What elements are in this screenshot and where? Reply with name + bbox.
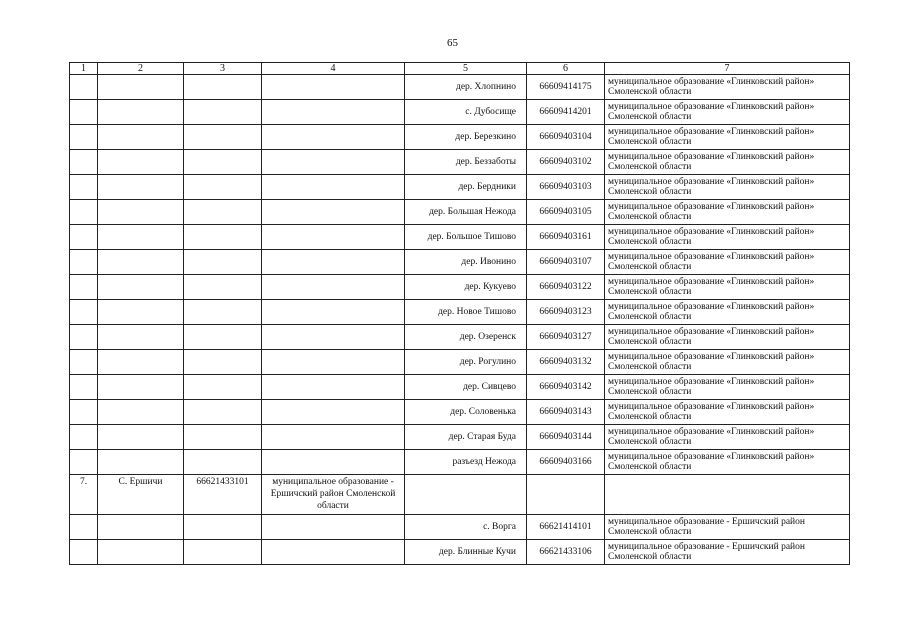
cell-municipal-formation: муниципальное образование «Глинковский район» Смоленской области [605, 200, 850, 225]
table-row [70, 250, 850, 275]
table-row [70, 425, 850, 450]
cell-municipal-formation: муниципальное образование - Ершичский район Смоленской области [605, 515, 850, 540]
cell-number [70, 325, 98, 350]
cell-municipality [262, 125, 405, 150]
cell-settlement: дер. Озеренск [405, 325, 527, 350]
cell-center-code [184, 400, 262, 425]
cell-settlement: дер. Кукуево [405, 275, 527, 300]
cell-center-code [184, 325, 262, 350]
cell-center-code [184, 515, 262, 540]
cell-oktmo-code: 66609403104 [527, 125, 605, 150]
cell-number [70, 150, 98, 175]
group-row [70, 475, 850, 515]
column-header-3: 3 [184, 63, 262, 75]
cell-oktmo-code: 66609403107 [527, 250, 605, 275]
cell-center-code [184, 250, 262, 275]
cell-center-code [184, 350, 262, 375]
cell-municipality [262, 275, 405, 300]
cell-municipality [262, 350, 405, 375]
table-row [70, 100, 850, 125]
header-row [70, 63, 850, 75]
cell-municipal-formation: муниципальное образование «Глинковский район» Смоленской области [605, 75, 850, 100]
cell-settlement: дер. Бердники [405, 175, 527, 200]
cell-center [98, 400, 184, 425]
cell-settlement: дер. Хлопнино [405, 75, 527, 100]
cell-center-code [184, 425, 262, 450]
cell-oktmo-code: 66609403132 [527, 350, 605, 375]
cell-municipal-formation [605, 475, 850, 515]
table-row [70, 400, 850, 425]
cell-center-code [184, 225, 262, 250]
cell-municipality [262, 300, 405, 325]
cell-municipality [262, 150, 405, 175]
cell-oktmo-code: 66609414175 [527, 75, 605, 100]
cell-municipal-formation: муниципальное образование «Глинковский район» Смоленской области [605, 150, 850, 175]
cell-oktmo-code: 66609414201 [527, 100, 605, 125]
cell-number [70, 540, 98, 565]
cell-center [98, 325, 184, 350]
table-row [70, 275, 850, 300]
cell-oktmo-code: 66621414101 [527, 515, 605, 540]
cell-municipal-formation: муниципальное образование «Глинковский район» Смоленской области [605, 125, 850, 150]
cell-municipality [262, 540, 405, 565]
cell-municipality [262, 515, 405, 540]
table-row [70, 325, 850, 350]
cell-settlement: дер. Старая Буда [405, 425, 527, 450]
cell-municipal-formation: муниципальное образование «Глинковский район» Смоленской области [605, 275, 850, 300]
cell-settlement: дер. Сивцево [405, 375, 527, 400]
cell-municipality [262, 200, 405, 225]
table-row [70, 300, 850, 325]
cell-number [70, 515, 98, 540]
cell-municipality [262, 100, 405, 125]
cell-number [70, 425, 98, 450]
cell-municipal-formation: муниципальное образование «Глинковский район» Смоленской области [605, 375, 850, 400]
table-row [70, 175, 850, 200]
cell-center [98, 515, 184, 540]
cell-oktmo-code: 66609403161 [527, 225, 605, 250]
cell-oktmo-code: 66609403144 [527, 425, 605, 450]
cell-center [98, 150, 184, 175]
table-row [70, 350, 850, 375]
cell-center-code [184, 175, 262, 200]
cell-number [70, 375, 98, 400]
column-header-6: 6 [527, 63, 605, 75]
cell-settlement: дер. Блинные Кучи [405, 540, 527, 565]
cell-center [98, 125, 184, 150]
cell-oktmo-code: 66609403102 [527, 150, 605, 175]
cell-center-code [184, 300, 262, 325]
cell-center [98, 275, 184, 300]
cell-settlement: дер. Соловенька [405, 400, 527, 425]
cell-number [70, 450, 98, 475]
cell-municipality [262, 325, 405, 350]
cell-number [70, 200, 98, 225]
column-header-1: 1 [70, 63, 98, 75]
cell-center-code [184, 125, 262, 150]
cell-municipal-formation: муниципальное образование «Глинковский район» Смоленской области [605, 250, 850, 275]
cell-number: 7. [70, 475, 98, 515]
cell-municipal-formation: муниципальное образование «Глинковский район» Смоленской области [605, 175, 850, 200]
column-header-5: 5 [405, 63, 527, 75]
cell-municipal-formation: муниципальное образование «Глинковский район» Смоленской области [605, 350, 850, 375]
cell-center-code: 66621433101 [184, 475, 262, 515]
cell-municipality [262, 250, 405, 275]
cell-oktmo-code: 66609403142 [527, 375, 605, 400]
table-row [70, 515, 850, 540]
cell-settlement: с. Дубосище [405, 100, 527, 125]
cell-oktmo-code: 66609403143 [527, 400, 605, 425]
cell-center-code [184, 540, 262, 565]
table-row [70, 75, 850, 100]
table-row [70, 540, 850, 565]
cell-center [98, 350, 184, 375]
cell-center [98, 250, 184, 275]
cell-municipal-formation: муниципальное образование «Глинковский район» Смоленской области [605, 425, 850, 450]
cell-oktmo-code: 66621433106 [527, 540, 605, 565]
cell-municipal-formation: муниципальное образование «Глинковский район» Смоленской области [605, 400, 850, 425]
cell-center [98, 540, 184, 565]
table-row [70, 225, 850, 250]
cell-oktmo-code: 66609403122 [527, 275, 605, 300]
cell-municipal-formation: муниципальное образование «Глинковский район» Смоленской области [605, 450, 850, 475]
cell-settlement: дер. Большая Нежода [405, 200, 527, 225]
cell-municipal-formation: муниципальное образование «Глинковский район» Смоленской области [605, 300, 850, 325]
column-header-4: 4 [262, 63, 405, 75]
cell-center-code [184, 150, 262, 175]
cell-settlement: разъезд Нежода [405, 450, 527, 475]
cell-municipality [262, 175, 405, 200]
cell-center [98, 75, 184, 100]
cell-number [70, 275, 98, 300]
cell-center-code [184, 100, 262, 125]
cell-municipality [262, 75, 405, 100]
cell-number [70, 175, 98, 200]
cell-oktmo-code: 66609403103 [527, 175, 605, 200]
cell-number [70, 125, 98, 150]
cell-oktmo-code: 66609403105 [527, 200, 605, 225]
cell-municipal-formation: муниципальное образование «Глинковский район» Смоленской области [605, 100, 850, 125]
cell-municipality [262, 425, 405, 450]
cell-settlement: дер. Ивонино [405, 250, 527, 275]
page-number: 65 [447, 37, 458, 49]
cell-center [98, 425, 184, 450]
table-row [70, 200, 850, 225]
cell-number [70, 400, 98, 425]
cell-center-code [184, 375, 262, 400]
cell-oktmo-code [527, 475, 605, 515]
cell-municipality [262, 225, 405, 250]
cell-center-code [184, 75, 262, 100]
cell-center [98, 175, 184, 200]
cell-municipality [262, 400, 405, 425]
cell-center [98, 100, 184, 125]
cell-municipality [262, 450, 405, 475]
cell-municipal-formation: муниципальное образование - Ершичский район Смоленской области [605, 540, 850, 565]
cell-center [98, 375, 184, 400]
cell-settlement: дер. Березкино [405, 125, 527, 150]
cell-municipality [262, 375, 405, 400]
column-header-7: 7 [605, 63, 850, 75]
cell-center [98, 450, 184, 475]
cell-oktmo-code: 66609403127 [527, 325, 605, 350]
cell-oktmo-code: 66609403166 [527, 450, 605, 475]
cell-center-code [184, 275, 262, 300]
column-header-2: 2 [98, 63, 184, 75]
table-row [70, 450, 850, 475]
cell-number [70, 300, 98, 325]
cell-municipality: муниципальное образование - Ершичский район Смоленской области [262, 475, 405, 515]
cell-settlement: дер. Новое Тишово [405, 300, 527, 325]
cell-number [70, 225, 98, 250]
cell-center [98, 300, 184, 325]
cell-number [70, 250, 98, 275]
cell-municipal-formation: муниципальное образование «Глинковский район» Смоленской области [605, 225, 850, 250]
cell-oktmo-code: 66609403123 [527, 300, 605, 325]
cell-settlement: дер. Рогулино [405, 350, 527, 375]
cell-center-code [184, 450, 262, 475]
cell-number [70, 75, 98, 100]
table-row [70, 150, 850, 175]
cell-settlement: дер. Большое Тишово [405, 225, 527, 250]
cell-number [70, 350, 98, 375]
cell-settlement [405, 475, 527, 515]
cell-municipal-formation: муниципальное образование «Глинковский район» Смоленской области [605, 325, 850, 350]
cell-center-code [184, 200, 262, 225]
cell-settlement: с. Ворга [405, 515, 527, 540]
cell-settlement: дер. Беззаботы [405, 150, 527, 175]
cell-number [70, 100, 98, 125]
cell-center: С. Ершичи [98, 475, 184, 515]
cell-center [98, 200, 184, 225]
cell-center [98, 225, 184, 250]
settlements-table [69, 62, 850, 565]
table-row [70, 125, 850, 150]
table-row [70, 375, 850, 400]
